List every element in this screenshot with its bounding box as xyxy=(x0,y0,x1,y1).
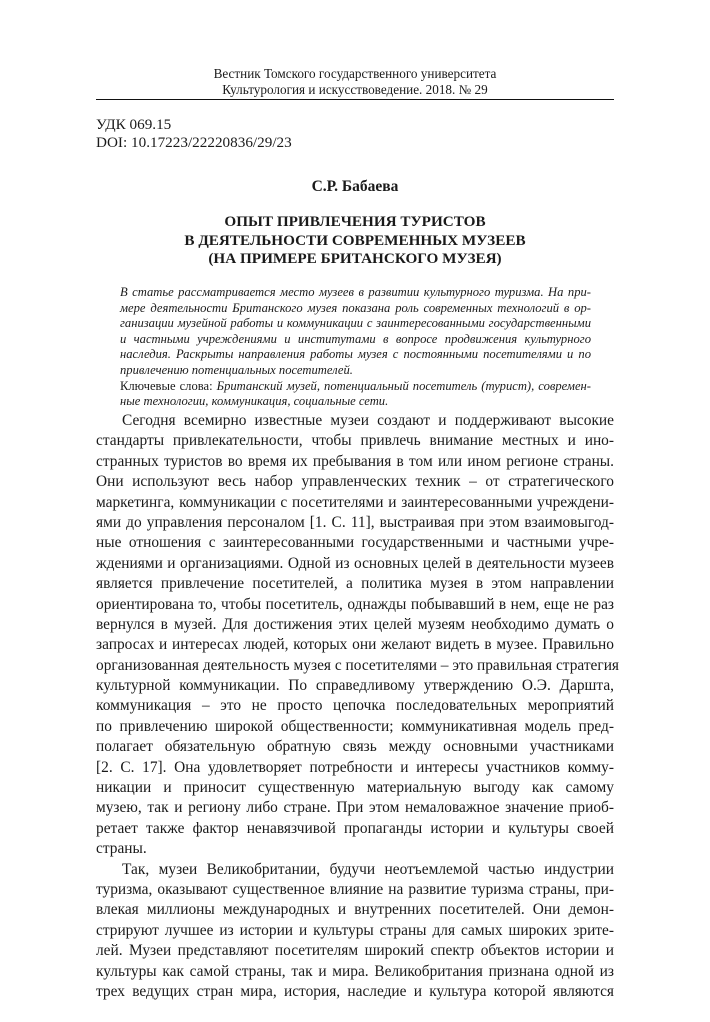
body-line: запросах и интересах людей, которых они желают видеть в музее. Правильно xyxy=(96,636,614,654)
doi: DOI: 10.17223/22220836/29/23 xyxy=(96,134,292,151)
abstract xyxy=(120,285,591,410)
body-line: влекая миллионы международных и внутренних посетителей. Они демон- xyxy=(96,901,614,919)
body-line: ждениями и организациями. Одной из основных целей в деятельности музеев xyxy=(96,554,614,572)
keywords-text: Британский музей, потенциальный посетитель (турист), современ- xyxy=(216,378,591,393)
body-line: никации и приносит существенную материальную выгоду как самому xyxy=(96,779,614,797)
journal-issue: Культурология и искусствоведение. 2018. № 29 xyxy=(222,82,488,97)
body-line: по привлечению широкой общественности; коммуникативная модель пред- xyxy=(96,717,614,735)
abstract-line: привлечению потенциальных посетителей. xyxy=(120,362,353,377)
body-line: культуры как самой страны, так и мира. Великобритания признана одной из xyxy=(96,962,614,980)
abstract-line: и частными учреждениями и институтами в вопросе продвижения культурного xyxy=(120,331,591,346)
body-line: лей. Музеи представляют посетителям широкий спектр объектов истории и xyxy=(96,942,614,960)
body-line: ями до управления персоналом [1. С. 11], выстраивая при этом взаимовыгод- xyxy=(96,513,614,531)
body-line: культурной коммуникации. По справедливому утверждению О.Э. Даршта, xyxy=(96,677,614,695)
body-line: странных туристов во время их пребывания в том или ином регионе страны. xyxy=(96,452,614,470)
title-line: В ДЕЯТЕЛЬНОСТИ СОВРЕМЕННЫХ МУЗЕЕВ xyxy=(184,231,526,249)
body-line: коммуникация – это не просто цепочка последовательных мероприятий xyxy=(96,697,614,715)
body-line: является привлечение посетителей, а политика музея в этом направлении xyxy=(96,575,614,593)
keywords-line: ные технологии, коммуникация, социальные сети. xyxy=(120,394,389,409)
body-line: Так, музеи Великобритании, будучи неотъемлемой частью индустрии xyxy=(122,860,614,878)
running-head xyxy=(96,66,614,98)
paragraph xyxy=(96,411,620,860)
body-line: маркетинга, коммуникации с посетителями и заинтересованными учреждени- xyxy=(96,493,614,511)
body-line: ретает также фактор ненавязчивой пропаганды истории и культуры своей xyxy=(96,819,614,837)
journal-title: Вестник Томского государственного университета xyxy=(213,66,497,81)
abstract-line: наследия. Раскрыты направления работы музея с постоянными посетителями и по xyxy=(120,347,591,362)
header-rule xyxy=(96,99,614,100)
abstract-line: ганизации музейной работы и коммуникации с заинтересованными государственными xyxy=(120,316,591,331)
abstract-line: мере деятельности Британского музея показана роль современных технологий в ор- xyxy=(120,300,591,315)
body-line: вернулся в музей. Для достижения этих целей музеям необходимо думать о xyxy=(96,615,614,633)
keywords-label: Ключевые слова: xyxy=(120,378,217,393)
body-line: организованная деятельность музея с посетителями – это правильная стратегия xyxy=(96,656,620,674)
body-line: ные отношения с заинтересованными государственными и частными учре- xyxy=(96,534,614,552)
body-line: Сегодня всемирно известные музеи создают и поддерживают высокие xyxy=(122,412,614,429)
article-body xyxy=(96,411,620,1002)
body-line: ориентирована то, чтобы посетитель, однажды побывавший в нем, еще не раз xyxy=(96,595,614,613)
body-line: туризма, оказывают существенное влияние на развитие туризма страны, при- xyxy=(96,880,614,898)
body-line: полагает обязательную обратную связь между основными участниками xyxy=(96,738,614,756)
body-line: страны. xyxy=(96,840,147,858)
body-line: трех ведущих стран мира, история, наследие и культура которой являются xyxy=(96,982,614,1000)
body-line: музею, так и региону либо стране. При этом немаловажное значение приоб- xyxy=(96,799,614,817)
article-title xyxy=(96,213,614,269)
article-meta xyxy=(96,116,292,152)
body-line: стандарты привлекательности, чтобы привлечь внимание местных и ино- xyxy=(96,432,614,450)
title-line: ОПЫТ ПРИВЛЕЧЕНИЯ ТУРИСТОВ xyxy=(224,213,486,230)
keywords-line xyxy=(120,379,591,395)
abstract-line: В статье рассматривается место музеев в развитии культурного туризма. На при- xyxy=(120,285,591,299)
author-name: С.Р. Бабаева xyxy=(311,178,399,195)
title-line: (НА ПРИМЕРЕ БРИТАНСКОГО МУЗЕЯ) xyxy=(208,250,502,267)
body-line: [2. С. 17]. Она удовлетворяет потребности и интересы участников комму- xyxy=(96,758,614,776)
body-line: Они используют весь набор управленческих техник – от стратегического xyxy=(96,473,614,491)
udk-code: УДК 069.15 xyxy=(96,116,172,133)
paragraph xyxy=(96,860,614,1003)
body-line: стрируют лучшее из истории и культуры страны для самых широких зрите- xyxy=(96,921,614,939)
